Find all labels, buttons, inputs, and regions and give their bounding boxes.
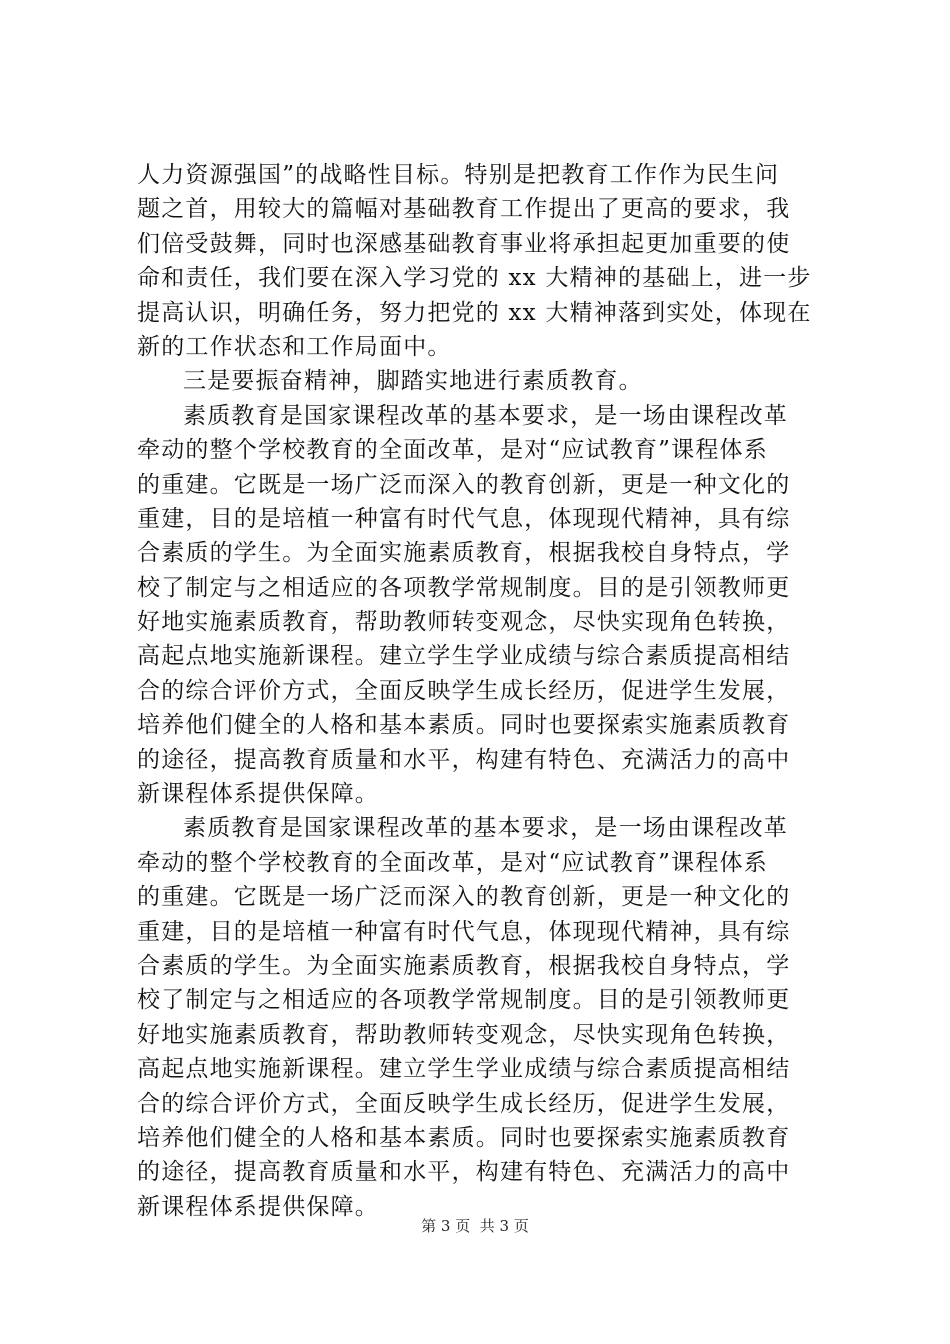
text-line: 好地实施素质教育，帮助教师转变观念，尽快实现角色转换， [137, 1021, 791, 1048]
text-line: 命和责任，我们要在深入学习党的 xx 大精神的基础上，进一步 [137, 265, 812, 292]
text-line: 校了制定与之相适应的各项教学常规制度。目的是引领教师更 [137, 987, 791, 1014]
text-line: 素质教育是国家课程改革的基本要求，是一场由课程改革 [183, 815, 788, 842]
text-line: 的途径，提高教育质量和水平，构建有特色、充满活力的高中 [137, 1159, 791, 1186]
text-line: 素质教育是国家课程改革的基本要求，是一场由课程改革 [183, 402, 788, 429]
text-line: 重建，目的是培植一种富有时代气息，体现现代精神，具有综 [137, 505, 791, 532]
text-line: 题之首，用较大的篇幅对基础教育工作提出了更高的要求，我 [137, 196, 791, 223]
text-line: 高起点地实施新课程。建立学生学业成绩与综合素质提高相结 [137, 643, 791, 670]
text-line: 人力资源强国”的战略性目标。特别是把教育工作作为民生问 [137, 162, 780, 188]
text-line: 新课程体系提供保障。 [137, 1193, 379, 1220]
text-line: 合素质的学生。为全面实施素质教育，根据我校自身特点，学 [137, 540, 791, 567]
text-line: 合素质的学生。为全面实施素质教育，根据我校自身特点，学 [137, 952, 791, 979]
text-line: 的重建。它既是一场广泛而深入的教育创新，更是一种文化的 [137, 884, 791, 911]
text-line: 好地实施素质教育，帮助教师转变观念，尽快实现角色转换， [137, 609, 791, 636]
text-line: 提高认识，明确任务，努力把党的 xx 大精神落到实处，体现在 [137, 299, 812, 326]
text-line: 培养他们健全的人格和基本素质。同时也要探索实施素质教育 [137, 1124, 791, 1151]
text-line: 培养他们健全的人格和基本素质。同时也要探索实施素质教育 [137, 712, 791, 739]
text-line: 校了制定与之相适应的各项教学常规制度。目的是引领教师更 [137, 574, 791, 601]
text-line: 牵动的整个学校教育的全面改革，是对“应试教育”课程体系 [137, 849, 768, 876]
text-line: 新的工作状态和工作局面中。 [137, 333, 452, 360]
text-line: 三是要振奋精神，脚踏实地进行素质教育。 [183, 368, 643, 395]
text-line: 们倍受鼓舞，同时也深感基础教育事业将承担起更加重要的使 [137, 230, 791, 257]
text-line: 牵动的整个学校教育的全面改革，是对“应试教育”课程体系 [137, 437, 768, 464]
text-line: 高起点地实施新课程。建立学生学业成绩与综合素质提高相结 [137, 1056, 791, 1083]
page-footer: 第 3 页 共 3 页 [421, 1217, 529, 1235]
text-line: 重建，目的是培植一种富有时代气息，体现现代精神，具有综 [137, 918, 791, 945]
text-line: 合的综合评价方式，全面反映学生成长经历，促进学生发展， [137, 677, 791, 704]
text-line: 的途径，提高教育质量和水平，构建有特色、充满活力的高中 [137, 746, 791, 773]
text-line: 的重建。它既是一场广泛而深入的教育创新，更是一种文化的 [137, 471, 791, 498]
text-line: 新课程体系提供保障。 [137, 781, 379, 808]
document-body [137, 158, 827, 1224]
text-line: 合的综合评价方式，全面反映学生成长经历，促进学生发展， [137, 1090, 791, 1117]
